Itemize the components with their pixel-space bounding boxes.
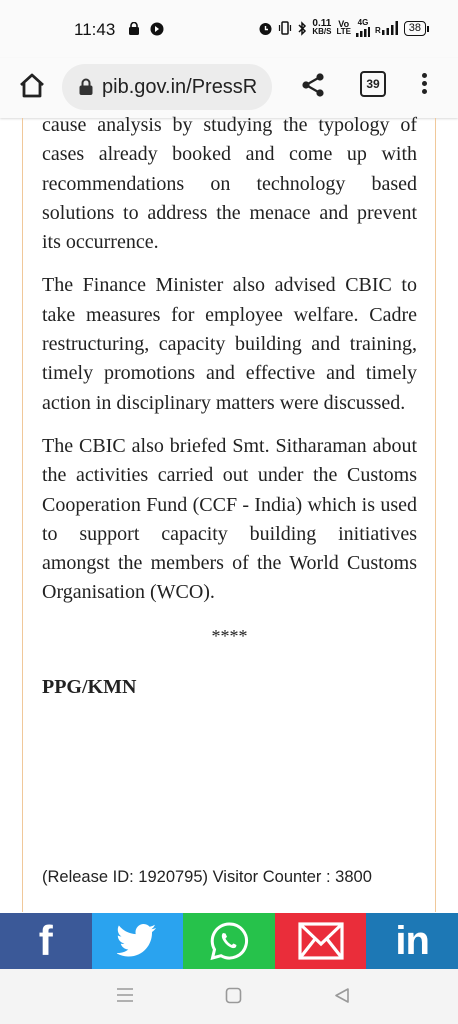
url-text[interactable]: pib.gov.in/PressR	[102, 76, 258, 98]
signal-icon-2	[381, 21, 399, 35]
twitter-share-button[interactable]	[92, 913, 184, 969]
home-square-icon[interactable]	[225, 987, 242, 1004]
menu-icon[interactable]	[116, 987, 134, 1003]
volte-bottom: LTE	[336, 27, 351, 36]
status-time: 11:43	[74, 20, 116, 39]
alarm-icon	[258, 21, 273, 36]
email-share-button[interactable]	[275, 913, 367, 969]
net-speed-unit: KB/S	[312, 27, 332, 36]
linkedin-icon: in	[395, 919, 429, 963]
status-system-icons	[258, 19, 426, 37]
signal-4g	[356, 19, 370, 37]
roaming-label: R	[374, 26, 381, 35]
whatsapp-icon	[209, 921, 249, 961]
linkedin-share-button[interactable]	[366, 913, 458, 969]
more-options-icon[interactable]	[414, 70, 434, 100]
share-icon[interactable]	[298, 70, 328, 100]
share-bar	[0, 913, 458, 969]
twitter-icon	[117, 924, 157, 958]
volte-indicator	[336, 20, 351, 36]
system-navigation-bar	[0, 969, 458, 1024]
separator: ****	[211, 625, 248, 646]
status-notification-icons	[128, 20, 164, 36]
signal-roaming	[375, 21, 399, 35]
address-bar[interactable]	[62, 64, 272, 110]
whatsapp-share-button[interactable]	[183, 913, 275, 969]
signature: PPG/KMN	[42, 676, 137, 699]
battery-indicator: 38	[404, 21, 426, 36]
article-paragraph: cause analysis by studying the typology of cases already booked and come up with recommendations on technology based solutions to address the menace and prevent its occurrence.	[42, 114, 417, 254]
article-paragraph: The CBIC also briefed Smt. Sitharaman about the activities carried out under the Customs Cooperation Fund (CCF - India) which is used to support capacity building initiatives amongst the members of the World Customs Organisation (WCO).	[42, 434, 417, 604]
back-triangle-icon[interactable]	[334, 987, 350, 1004]
vibrate-icon	[278, 21, 292, 35]
article-body	[42, 111, 417, 702]
notification-lock-icon	[128, 22, 140, 36]
tab-switcher-button[interactable]: 39	[360, 71, 386, 97]
article-paragraph: The Finance Minister also advised CBIC to take measures for employee welfare. Cadre restructuring, capacity building and training, timely promotions and effective and timely action in disciplinary matters were discussed.	[42, 274, 417, 414]
notification-app-icon	[150, 22, 164, 36]
browser-toolbar	[0, 58, 458, 118]
lock-icon	[78, 78, 94, 96]
mail-icon	[298, 922, 344, 960]
status-bar	[0, 0, 458, 58]
facebook-icon: f	[38, 917, 53, 964]
release-info: (Release ID: 1920795) Visitor Counter : 3800	[42, 868, 372, 886]
signal-icon	[356, 27, 370, 37]
net-speed-value: 0.11	[312, 18, 332, 29]
home-icon[interactable]	[16, 70, 48, 102]
volte-top: Vo	[338, 19, 350, 29]
net-speed	[312, 20, 331, 36]
bluetooth-icon	[297, 21, 307, 36]
facebook-share-button[interactable]	[0, 913, 92, 969]
network-type: 4G	[357, 18, 369, 27]
